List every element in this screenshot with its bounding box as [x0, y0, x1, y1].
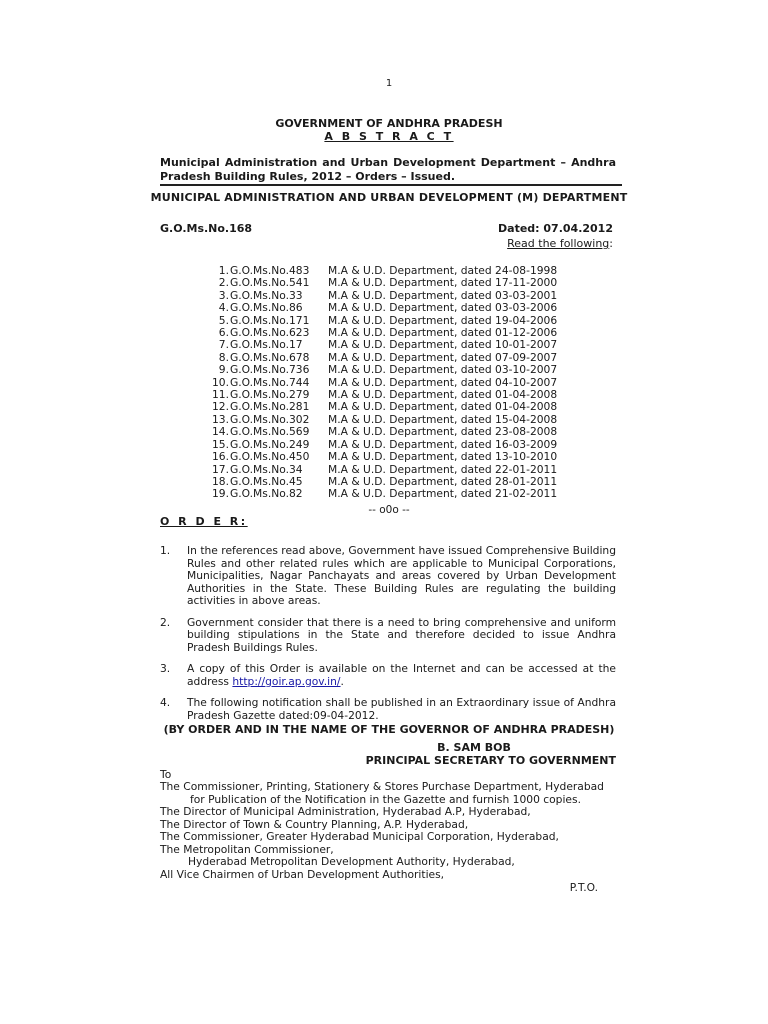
- read-following-label: Read the following: [507, 237, 610, 250]
- reference-go: G.O.Ms.No.45: [230, 474, 303, 488]
- reference-item: [212, 277, 557, 289]
- paragraph-text-before-link: A copy of this Order is available on the Internet and can be accessed at the address: [187, 662, 616, 688]
- reference-detail: M.A & U.D. Department, dated 24-08-1998: [328, 264, 558, 277]
- reference-number: 10.: [212, 375, 229, 389]
- reference-number: 5.: [218, 313, 229, 327]
- abstract-heading: A B S T R A C T: [324, 130, 454, 143]
- recipient-line: The Director of Town & Country Planning, A.P. Hyderabad,: [160, 817, 469, 831]
- government-heading: GOVERNMENT OF ANDHRA PRADESH: [275, 117, 503, 130]
- reference-go: G.O.Ms.No.450: [230, 450, 310, 464]
- recipient-line: Hyderabad Metropolitan Development Authority, Hyderabad,: [188, 855, 515, 868]
- reference-detail: M.A & U.D. Department, dated 03-03-2001: [328, 288, 558, 302]
- reference-number: 3.: [218, 288, 229, 302]
- order-date: Dated: 07.04.2012: [498, 222, 613, 235]
- separator: -- o0o --: [368, 504, 410, 516]
- reference-go: G.O.Ms.No.623: [230, 326, 310, 340]
- paragraph-text: [187, 663, 616, 688]
- reference-item: [212, 488, 557, 500]
- subject-line-2: Pradesh Building Rules, 2012 – Orders – Issued.: [160, 170, 456, 183]
- subject-block: [160, 156, 616, 184]
- reference-detail: M.A & U.D. Department, dated 03-03-2006: [328, 301, 558, 315]
- reference-go: G.O.Ms.No.249: [230, 437, 310, 451]
- reference-detail: M.A & U.D. Department, dated 04-10-2007: [328, 375, 558, 389]
- reference-go: G.O.Ms.No.281: [230, 400, 310, 414]
- reference-item: [212, 426, 557, 438]
- read-following-colon: :: [609, 237, 613, 250]
- reference-go: G.O.Ms.No.279: [230, 388, 310, 402]
- recipients-list: [160, 781, 604, 881]
- signatory-name: B. SAM BOB: [437, 741, 511, 754]
- reference-detail: M.A & U.D. Department, dated 13-10-2010: [328, 450, 558, 464]
- reference-detail: M.A & U.D. Department, dated 16-03-2009: [328, 437, 558, 451]
- reference-go: G.O.Ms.No.302: [230, 412, 310, 426]
- pto-marker: P.T.O.: [569, 881, 598, 894]
- reference-number: 19.: [212, 487, 229, 501]
- reference-item: [212, 401, 557, 413]
- reference-detail: M.A & U.D. Department, dated 21-02-2011: [328, 487, 558, 501]
- go-number: G.O.Ms.No.168: [160, 222, 253, 235]
- reference-go: G.O.Ms.No.34: [230, 462, 303, 476]
- reference-number: 11.: [212, 388, 229, 402]
- goir-link[interactable]: http://goir.ap.gov.in/: [232, 674, 341, 688]
- reference-number: 17.: [212, 462, 229, 476]
- paragraph-number: 4.: [160, 696, 171, 709]
- reference-go: G.O.Ms.No.483: [230, 264, 310, 277]
- paragraph-1: [160, 545, 616, 608]
- recipient-line: The Director of Municipal Administration, Hyderabad A.P, Hyderabad,: [160, 805, 531, 818]
- reference-detail: M.A & U.D. Department, dated 03-10-2007: [328, 363, 558, 377]
- department-heading: MUNICIPAL ADMINISTRATION AND URBAN DEVELOPMENT (M) DEPARTMENT: [150, 191, 628, 204]
- recipient-line: for Publication of the Notification in the Gazette and furnish 1000 copies.: [190, 792, 581, 806]
- reference-number: 2.: [218, 276, 229, 290]
- reference-go: G.O.Ms.No.744: [230, 375, 310, 389]
- paragraph-number: 3.: [160, 662, 171, 675]
- reference-detail: M.A & U.D. Department, dated 19-04-2006: [328, 313, 558, 327]
- order-paragraphs: [160, 545, 616, 731]
- recipient-line: All Vice Chairmen of Urban Development Authorities,: [160, 867, 445, 881]
- reference-number: 12.: [212, 400, 229, 414]
- recipient-line: The Metropolitan Commissioner,: [160, 842, 334, 856]
- paragraph-text: Government consider that there is a need to bring comprehensive and uniform building stipulations in the State and therefore decided to issue Andhra Pradesh Buildings Rules.: [187, 615, 616, 654]
- reference-detail: M.A & U.D. Department, dated 17-11-2000: [328, 276, 558, 290]
- paragraph-4: [160, 697, 616, 722]
- reference-detail: M.A & U.D. Department, dated 07-09-2007: [328, 350, 558, 364]
- reference-detail: M.A & U.D. Department, dated 10-01-2007: [328, 338, 558, 352]
- signatory-title: PRINCIPAL SECRETARY TO GOVERNMENT: [365, 754, 616, 767]
- reference-detail: M.A & U.D. Department, dated 01-04-2008: [328, 388, 558, 402]
- reference-number: 6.: [218, 326, 229, 340]
- reference-go: G.O.Ms.No.82: [230, 487, 303, 501]
- read-following: [507, 237, 613, 250]
- reference-number: 13.: [212, 412, 229, 426]
- recipient-line: The Commissioner, Printing, Stationery & Stores Purchase Department, Hyderabad: [160, 780, 604, 793]
- reference-number: 1.: [218, 264, 229, 277]
- paragraph-3: [160, 663, 616, 688]
- reference-number: 15.: [212, 437, 229, 451]
- reference-number: 16.: [212, 450, 229, 464]
- divider-rule: [160, 184, 622, 186]
- reference-number: 18.: [212, 474, 229, 488]
- reference-number: 8.: [218, 350, 229, 364]
- reference-go: G.O.Ms.No.171: [230, 313, 310, 327]
- paragraph-text: In the references read above, Government have issued Comprehensive Building Rules and other related rules which are applicable to Municipal Corporations, Municipalities, Nagar Panchayats and areas covered by Urban Development Authorities in the State. These Building Rules are regulating the building activities in above areas.: [187, 544, 616, 607]
- reference-item: [212, 451, 557, 463]
- to-label: To: [160, 768, 172, 781]
- reference-number: 9.: [218, 363, 229, 377]
- references-list: [212, 265, 557, 501]
- reference-go: G.O.Ms.No.736: [230, 363, 310, 377]
- reference-go: G.O.Ms.No.569: [230, 425, 310, 439]
- reference-detail: M.A & U.D. Department, dated 01-12-2006: [328, 326, 558, 340]
- reference-go: G.O.Ms.No.17: [230, 338, 303, 352]
- by-order-line: (BY ORDER AND IN THE NAME OF THE GOVERNOR OF ANDHRA PRADESH): [163, 723, 615, 736]
- reference-go: G.O.Ms.No.86: [230, 301, 303, 315]
- paragraph-number: 1.: [160, 544, 171, 557]
- paragraph-2: [160, 617, 616, 655]
- reference-detail: M.A & U.D. Department, dated 01-04-2008: [328, 400, 558, 414]
- recipient-line: The Commissioner, Greater Hyderabad Municipal Corporation, Hyderabad,: [160, 830, 559, 843]
- reference-go: G.O.Ms.No.678: [230, 350, 310, 364]
- reference-number: 7.: [218, 338, 229, 352]
- paragraph-text: The following notification shall be published in an Extraordinary issue of Andhra Pradesh Gazette dated:09-04-2012.: [187, 696, 616, 722]
- page-number: 1: [385, 78, 393, 89]
- reference-item: [212, 302, 557, 314]
- reference-go: G.O.Ms.No.541: [230, 276, 310, 290]
- paragraph-text-after-link: .: [340, 674, 344, 688]
- reference-go: G.O.Ms.No.33: [230, 288, 303, 302]
- reference-item: [212, 339, 557, 351]
- order-heading: O R D E R:: [160, 515, 248, 528]
- paragraph-number: 2.: [160, 615, 171, 629]
- reference-number: 4.: [218, 301, 229, 315]
- subject-line-1: Municipal Administration and Urban Development Department – Andhra: [160, 156, 616, 169]
- reference-detail: M.A & U.D. Department, dated 15-04-2008: [328, 412, 558, 426]
- reference-number: 14.: [212, 425, 229, 439]
- reference-detail: M.A & U.D. Department, dated 22-01-2011: [328, 462, 558, 476]
- reference-detail: M.A & U.D. Department, dated 28-01-2011: [328, 474, 558, 488]
- reference-detail: M.A & U.D. Department, dated 23-08-2008: [328, 425, 558, 439]
- reference-item: [212, 364, 557, 376]
